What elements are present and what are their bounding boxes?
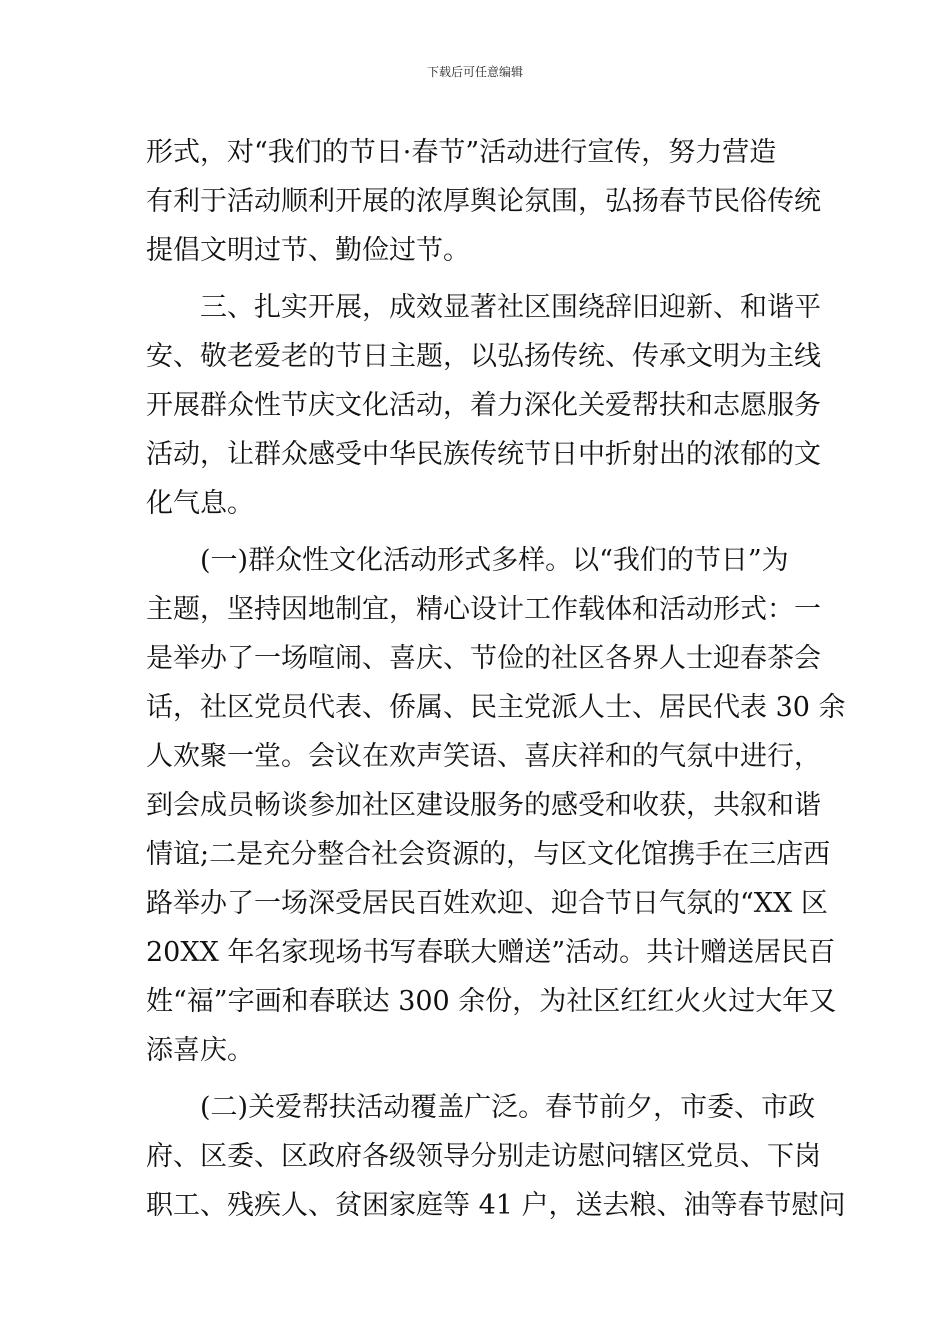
text-line: 有利于活动顺利开展的浓厚舆论氛围，弘扬春节民俗传统 <box>146 186 821 217</box>
text-line: (二)关爱帮扶活动覆盖广泛。春节前夕，市委、市政 <box>200 1092 816 1123</box>
text-line: 人欢聚一堂。会议在欢声笑语、喜庆祥和的气氛中进行， <box>146 741 821 772</box>
text-line: 路举办了一场深受居民百姓欢迎、迎合节日气氛的“XX 区 <box>146 888 828 919</box>
text-line: 化气息。 <box>146 488 254 519</box>
text-line: 提倡文明过节、勤俭过节。 <box>146 235 470 266</box>
text-line: 活动，让群众感受中华民族传统节日中折射出的浓郁的文 <box>146 439 821 470</box>
page-header: 下载后可任意编辑 <box>426 65 523 79</box>
text-line: (一)群众性文化活动形式多样。以“我们的节日”为 <box>200 545 789 576</box>
text-line: 职工、残疾人、贫困家庭等 41 户，送去粮、油等春节慰问 <box>146 1190 846 1221</box>
text-line: 安、敬老爱老的节日主题，以弘扬传统、传承文明为主线 <box>146 341 821 372</box>
text-line: 形式，对“我们的节日·春节”活动进行宣传，努力营造 <box>146 137 777 168</box>
text-line: 到会成员畅谈参加社区建设服务的感受和收获，共叙和谐 <box>146 790 821 821</box>
text-line: 主题，坚持因地制宜，精心设计工作载体和活动形式：一 <box>146 594 821 625</box>
text-line: 情谊;二是充分整合社会资源的，与区文化馆携手在三店西 <box>146 839 831 870</box>
text-line: 开展群众性节庆文化活动，着力深化关爱帮扶和志愿服务 <box>146 390 821 421</box>
paragraph <box>146 128 821 275</box>
text-line: 是举办了一场喧闹、喜庆、节俭的社区各界人士迎春茶会 <box>146 643 821 674</box>
document-body <box>146 128 846 1230</box>
text-line: 添喜庆。 <box>146 1035 254 1066</box>
paragraph <box>146 1083 846 1230</box>
text-line: 话，社区党员代表、侨属、民主党派人士、居民代表 30 余 <box>146 692 846 723</box>
text-line: 府、区委、区政府各级领导分别走访慰问辖区党员、下岗 <box>146 1141 821 1172</box>
text-line: 姓“福”字画和春联达 300 余份，为社区红红火火过大年又 <box>146 986 837 1017</box>
text-line: 三、扎实开展，成效显著社区围绕辞旧迎新、和谐平 <box>200 292 821 323</box>
text-line: 20XX 年名家现场书写春联大赠送”活动。共计赠送居民百 <box>146 937 836 968</box>
paragraph <box>146 536 846 1075</box>
paragraph <box>146 283 821 528</box>
